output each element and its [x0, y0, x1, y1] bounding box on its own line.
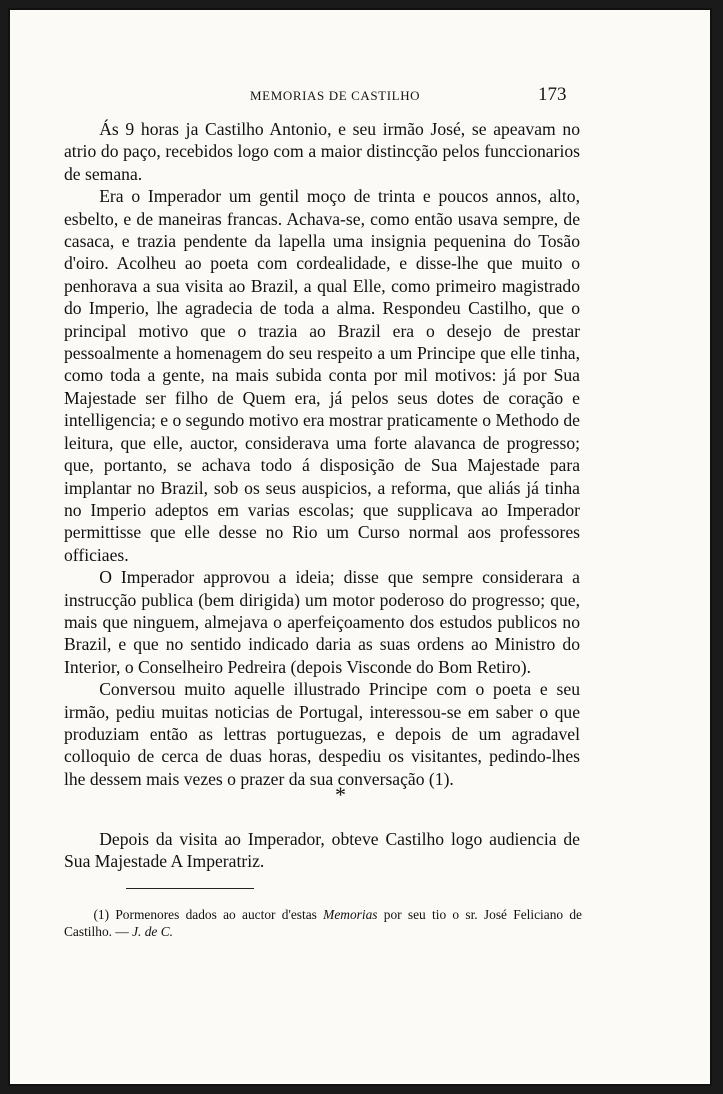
paragraph-conversation: Conversou muito aquelle illustrado Principe com o poeta e seu irmão, pediu muitas noticias de Portugal, interessou-se em saber o que produziam então as lettras portuguezas, e depois de um agradavel colloquio de cerca de duas horas, despediu os visitantes, pedindo-lhes lhe dessem mais vezes o prazer da sua conversação (1). — [64, 679, 580, 789]
main-text — [64, 118, 580, 790]
paragraph-emperor-meeting: Era o Imperador um gentil moço de trinta e poucos annos, alto, esbelto, e de maneiras francas. Achava-se, como então usava sempre, de casaca, e trazia pendente da lapella uma insignia pequenina do Tosão d'oiro. Acolheu ao poeta com cordealidade, e disse-lhe que muito o penhorava a sua visita ao Brazil, a qual Elle, como primeiro magistrado do Imperio, lhe agradecia de toda a alma. Respondeu Castilho, que o principal motivo que o trazia ao Brazil era o desejo de prestar pessoalmente a homenagem do seu respeito a um Principe que elle tinha, como toda a gente, na mais subida conta por mil motivos: já por Sua Majestade ser filho de Quem era, já pelos seus dotes de coração e intelligencia; e o segundo motivo era mostrar praticamente o Methodo de leitura, que elle, auctor, considerava uma forte alavanca de progresso; que, portanto, se achava todo á disposição de Sua Majestade para implantar no Brazil, sob os seus auspicios, a reforma, que aliás já tinha no Imperio adeptos em varias escolas; que supplicava ao Imperador permittisse que elle desse no Rio um Curso normal aos professores officiaes. — [64, 186, 580, 565]
footnote-text-middle: por seu tio o sr. José Feliciano de Castilho. — — [64, 907, 583, 939]
footnote — [64, 906, 582, 940]
footnote-book-title: Memorias — [323, 907, 378, 922]
section-asterism: * — [335, 782, 346, 807]
footnote-signature: J. de C. — [132, 924, 173, 939]
footnote-paragraph — [64, 906, 582, 940]
footnote-divider — [126, 888, 254, 889]
page-header — [10, 84, 710, 108]
footnote-text-start: (1) Pormenores dados ao auctor d'estas — [93, 907, 324, 922]
page-number: 173 — [538, 84, 567, 105]
paragraph-empress-audience: Depois da visita ao Imperador, obteve Castilho logo audiencia de Sua Majestade A Imperatriz. — [64, 829, 580, 872]
paragraph-arrival: Ás 9 horas ja Castilho Antonio, e seu irmão José, se apeavam no atrio do paço, recebidos logo com a maior distincção pelos funccionarios de semana. — [64, 119, 580, 184]
running-title: MEMORIAS DE CASTILHO — [250, 88, 421, 103]
paragraph-emperor-approval: O Imperador approvou a ideia; disse que sempre considerara a instrucção publica (bem dirigida) um motor poderoso do progresso; que, mais que ninguem, almejava o aperfeiçoamento dos estudos publicos no Brazil, e que no sentido indicado daria as suas ordens ao Ministro do Interior, o Conselheiro Pedreira (depois Visconde do Bom Retiro). — [64, 567, 580, 677]
book-page — [8, 8, 712, 1086]
closing-text — [64, 828, 580, 873]
